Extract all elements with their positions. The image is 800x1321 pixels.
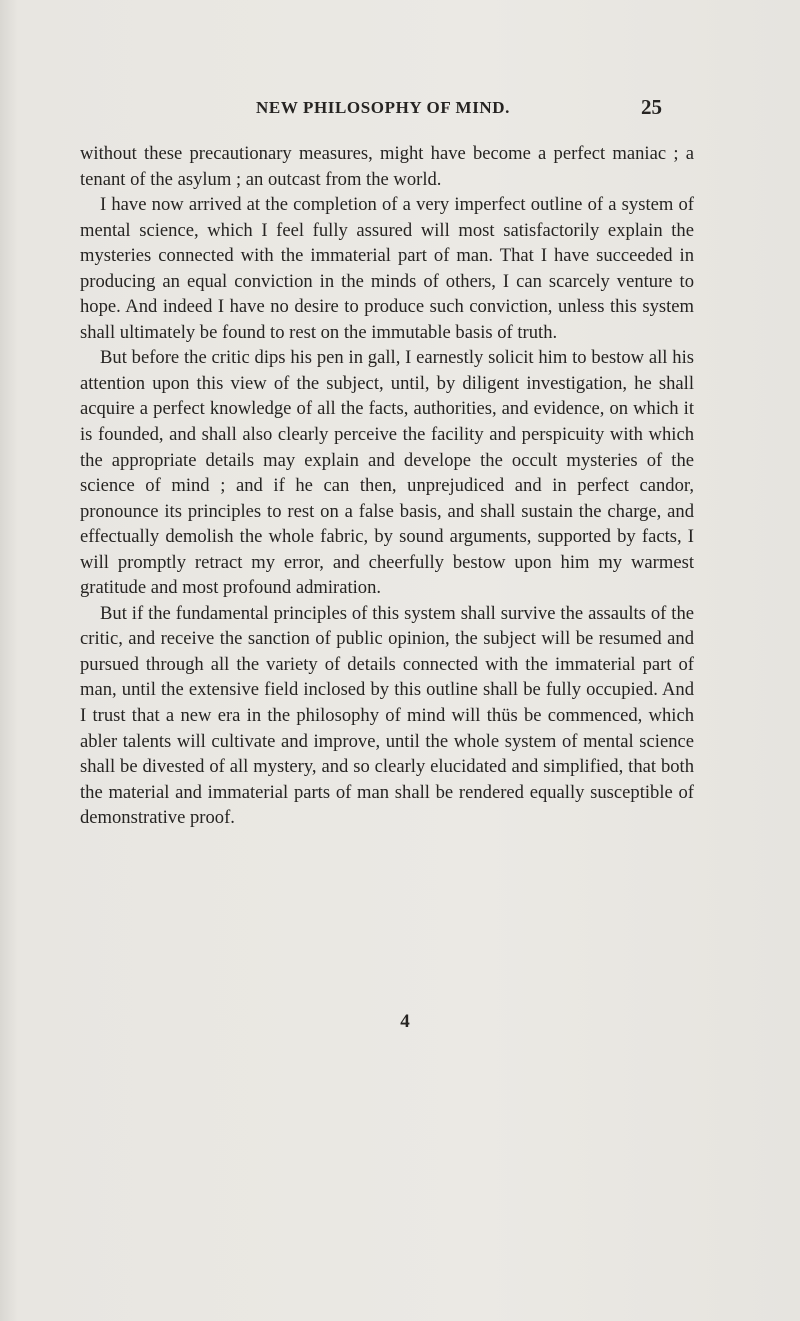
paragraph-1: without these precautionary measures, might have become a perfect maniac ; a tenant of the asylum ; an outcast from the world. <box>80 143 694 190</box>
body-text <box>80 141 694 831</box>
running-head <box>0 95 800 122</box>
signature-mark: 4 <box>400 1011 410 1032</box>
page-number: 25 <box>641 95 662 119</box>
paragraph-3: But before the critic dips his pen in gall, I earnestly solicit him to bestow all his attention upon this view of the subject, until, by diligent investigation, he shall acquire a perfect knowledge of all the facts, authorities, and evidence, on which it is founded, and shall also clearly perceive the facility and perspicuity with which the appropriate details may explain and develope the occult mysteries of the science of mind ; and if he can then, unprejudiced and in perfect candor, pronounce its principles to rest on a false basis, and shall sustain the charge, and effectually demolish the whole fabric, by sound arguments, supported by facts, I will promptly retract my error, and cheerfully bestow upon him my warmest gratitude and most profound admiration. <box>80 347 694 599</box>
paragraph-4: But if the fundamental principles of this system shall survive the assaults of the critic, and receive the sanction of public opinion, the subject will be resumed and pursued through all the variety of details connected with the immaterial part of man, until the extensive field inclosed by this outline shall be fully occupied. And I trust that a new era in the philosophy of mind will thüs be commenced, which abler talents will cultivate and improve, until the whole system of mental science shall be divested of all mystery, and so clearly elucidated and simplified, that both the material and immaterial parts of man shall be rendered equally susceptible of demonstrative proof. <box>80 602 694 829</box>
running-title: NEW PHILOSOPHY OF MIND. <box>256 98 511 117</box>
paragraph-2: I have now arrived at the completion of a very imperfect outline of a system of mental science, which I feel fully assured will most satisfactorily explain the mysteries connected with the immaterial part of man. That I have succeeded in producing an equal conviction in the minds of others, I can scarcely venture to hope. And indeed I have no desire to produce such conviction, unless this system shall ultimately be found to rest on the immutable basis of truth. <box>80 194 694 343</box>
